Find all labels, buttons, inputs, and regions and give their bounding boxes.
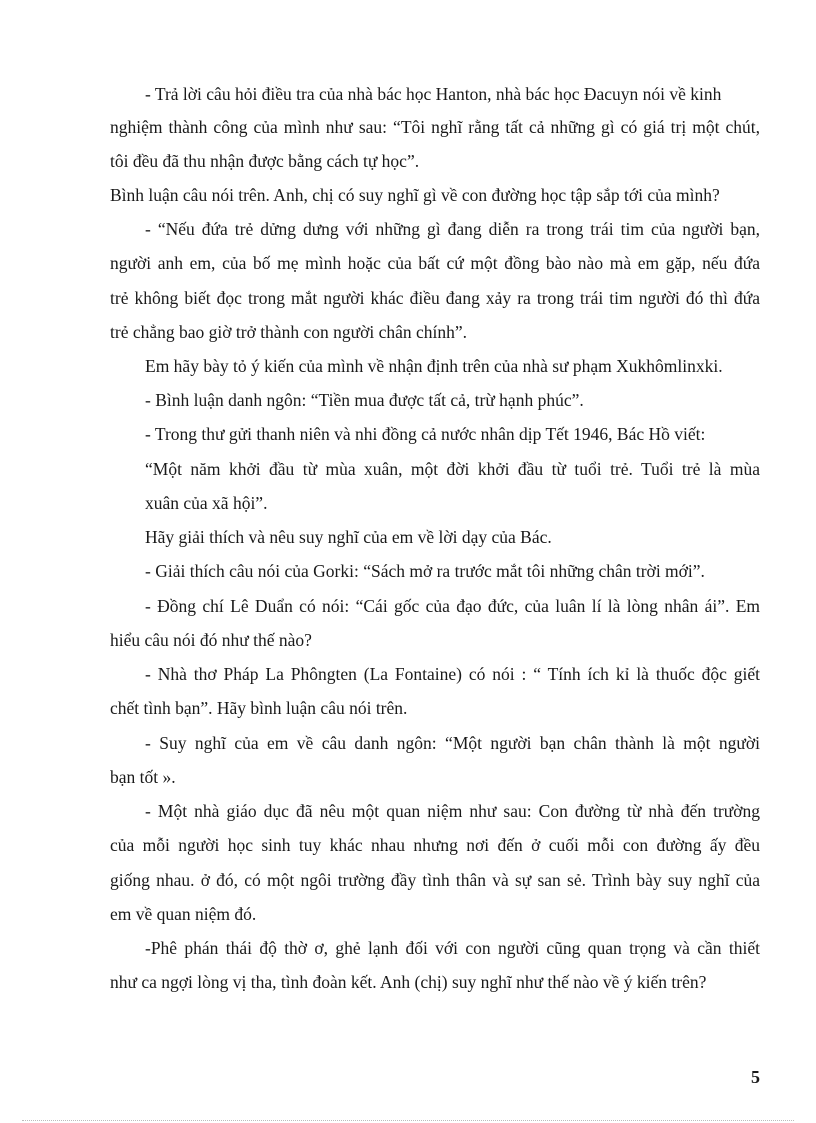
text-line: trẻ không biết đọc trong mắt người khác điều đang xảy ra trong trái tim người đó thì đứa xyxy=(110,288,760,308)
text-line: - Trả lời câu hỏi điều tra của nhà bác học Hanton, nhà bác học Đacuyn nói về kinh xyxy=(145,84,722,104)
text-line: của mỗi người học sinh tuy khác nhau nhưng nơi đến ở cuối mỗi con đường ấy đều xyxy=(110,835,760,855)
text-line: tôi đều đã thu nhận được bằng cách tự học”. xyxy=(110,151,420,171)
bottom-divider xyxy=(22,1120,794,1121)
text-line: “Một năm khởi đầu từ mùa xuân, một đời khởi đầu từ tuổi trẻ. Tuổi trẻ là mùa xyxy=(145,459,760,479)
text-line: hiểu câu nói đó như thế nào? xyxy=(110,630,312,650)
text-line: - Giải thích câu nói của Gorki: “Sách mở ra trước mắt tôi những chân trời mới”. xyxy=(145,561,705,581)
text-line: - Trong thư gửi thanh niên và nhi đồng cả nước nhân dịp Tết 1946, Bác Hồ viết: xyxy=(145,424,706,444)
text-line: xuân của xã hội”. xyxy=(145,493,268,513)
text-line: trẻ chẳng bao giờ trở thành con người chân chính”. xyxy=(110,322,467,342)
text-line: chết tình bạn”. Hãy bình luận câu nói trên. xyxy=(110,698,408,718)
text-line: - Bình luận danh ngôn: “Tiền mua được tất cả, trừ hạnh phúc”. xyxy=(145,390,584,410)
text-line: em về quan niệm đó. xyxy=(110,904,257,924)
text-line: - Nhà thơ Pháp La Phôngten (La Fontaine) có nói : “ Tính ích kỉ là thuốc độc giết xyxy=(145,664,760,684)
text-line: bạn tốt ». xyxy=(110,767,176,787)
text-line: - Một nhà giáo dục đã nêu một quan niệm như sau: Con đường từ nhà đến trường xyxy=(145,801,760,821)
text-line: người anh em, của bố mẹ mình hoặc của bất cứ một đồng bào nào mà em gặp, nếu đứa xyxy=(110,253,760,273)
text-line: như ca ngợi lòng vị tha, tình đoàn kết. Anh (chị) suy nghĩ như thế nào về ý kiến trên? xyxy=(110,972,707,992)
text-line: Bình luận câu nói trên. Anh, chị có suy nghĩ gì về con đường học tập sắp tới của mình? xyxy=(110,185,720,205)
text-line: giống nhau. ở đó, có một ngôi trường đầy tình thân và sự san sẻ. Trình bày suy nghĩ của xyxy=(110,870,760,890)
text-line: - Đồng chí Lê Duẩn có nói: “Cái gốc của đạo đức, của luân lí là lòng nhân ái”. Em xyxy=(145,596,760,616)
text-line: Em hãy bày tỏ ý kiến của mình về nhận định trên của nhà sư phạm Xukhômlinxki. xyxy=(145,356,723,376)
text-line: Hãy giải thích và nêu suy nghĩ của em về lời dạy của Bác. xyxy=(145,527,552,547)
text-line: nghiệm thành công của mình như sau: “Tôi nghĩ rằng tất cả những gì có giá trị một chút, xyxy=(110,117,760,137)
page-number: 5 xyxy=(751,1067,760,1087)
text-line: -Phê phán thái độ thờ ơ, ghẻ lạnh đối với con người cũng quan trọng và cần thiết xyxy=(145,938,760,958)
text-line: - Suy nghĩ của em về câu danh ngôn: “Một người bạn chân thành là một người xyxy=(145,733,760,753)
text-line: - “Nếu đứa trẻ dửng dưng với những gì đang diễn ra trong trái tim của người bạn, xyxy=(145,219,760,239)
